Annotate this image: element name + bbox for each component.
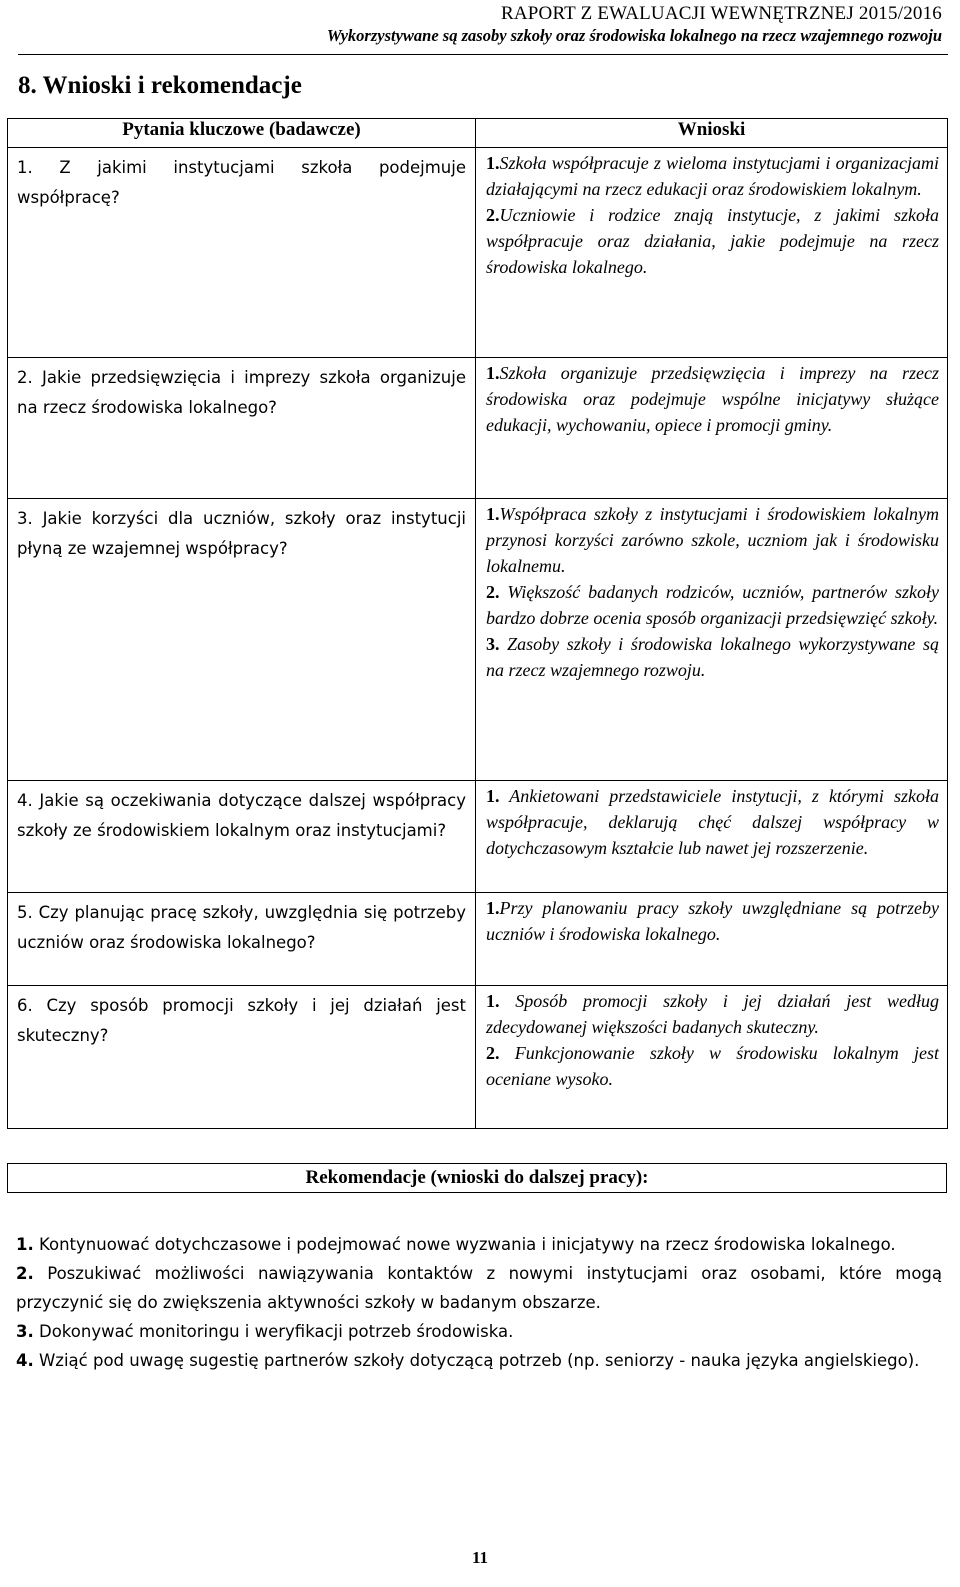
- table-row: [8, 148, 948, 358]
- recommendation-item: [16, 1346, 942, 1375]
- conclusion-item: [486, 631, 939, 683]
- conclusion-number: 1.: [486, 504, 500, 524]
- conclusion-number: 1.: [486, 898, 500, 918]
- conclusion-item: [486, 1040, 939, 1092]
- table-row: [8, 986, 948, 1129]
- table-row: [8, 358, 948, 499]
- recommendation-item: [16, 1259, 942, 1317]
- column-header-conclusions: Wnioski: [476, 119, 948, 148]
- table-row: [8, 781, 948, 893]
- question-text: 5. Czy planując pracę szkoły, uwzględnia się potrzeby uczniów oraz środowiska lokalnego?: [17, 903, 466, 952]
- question-text: 4. Jakie są oczekiwania dotyczące dalszej współpracy szkoły ze środowiskiem lokalnym oraz instytucjami?: [17, 791, 466, 840]
- conclusion-text: Współpraca szkoły z instytucjami i środowiskiem lokalnym przynosi korzyści zarówno szkole, uczniom jak i środowisku lokalnemu.: [486, 504, 939, 576]
- report-subtitle: Wykorzystywane są zasoby szkoły oraz środowiska lokalnego na rzecz wzajemnego rozwoju: [326, 26, 942, 45]
- conclusion-number: 1.: [486, 786, 500, 806]
- recommendations-list: [16, 1230, 942, 1375]
- conclusion-text: Zasoby szkoły i środowiska lokalnego wykorzystywane są na rzecz wzajemnego rozwoju.: [486, 634, 939, 680]
- conclusion-text: Funkcjonowanie szkoły w środowisku lokalnym jest oceniane wysoko.: [486, 1043, 939, 1089]
- question-cell: [8, 358, 476, 499]
- recommendation-item: [16, 1230, 942, 1259]
- conclusion-item: [486, 783, 939, 861]
- recommendation-number: 3.: [16, 1322, 34, 1341]
- question-cell: [8, 148, 476, 358]
- column-header-questions: Pytania kluczowe (badawcze): [8, 119, 476, 148]
- question-cell: [8, 893, 476, 986]
- conclusion-item: [486, 579, 939, 631]
- page-number: 11: [471, 1548, 489, 1567]
- table-header-row: [8, 119, 948, 148]
- table-row: [8, 893, 948, 986]
- recommendations-title: Rekomendacje (wnioski do dalszej pracy):: [7, 1163, 947, 1193]
- conclusion-cell: [476, 499, 948, 781]
- conclusion-number: 2.: [486, 1043, 500, 1063]
- conclusion-cell: [476, 781, 948, 893]
- conclusion-cell: [476, 358, 948, 499]
- question-text: 2. Jakie przedsięwzięcia i imprezy szkoła organizuje na rzecz środowiska lokalnego?: [17, 368, 466, 417]
- section-title: 8. Wnioski i rekomendacje: [18, 72, 302, 99]
- recommendation-text: Poszukiwać możliwości nawiązywania kontaktów z nowymi instytucjami oraz osobami, które mogą przyczynić się do zwiększenia aktywności szkoły w badanym obszarze.: [16, 1264, 942, 1312]
- question-text: 6. Czy sposób promocji szkoły i jej działań jest skuteczny?: [17, 996, 466, 1045]
- conclusion-number: 1.: [486, 363, 500, 383]
- recommendation-item: [16, 1317, 942, 1346]
- conclusion-number: 1.: [486, 991, 500, 1011]
- conclusion-number: 2.: [486, 205, 500, 225]
- recommendation-text: Kontynuować dotychczasowe i podejmować nowe wyzwania i inicjatywy na rzecz środowiska lokalnego.: [33, 1235, 896, 1254]
- recommendation-text: Dokonywać monitoringu i weryfikacji potrzeb środowiska.: [33, 1322, 514, 1341]
- conclusion-item: [486, 360, 939, 438]
- conclusion-number: 3.: [486, 634, 500, 654]
- conclusion-number: 1.: [486, 153, 500, 173]
- conclusion-text: Większość badanych rodziców, uczniów, partnerów szkoły bardzo dobrze ocenia sposób organizacji przedsięwzięć szkoły.: [486, 582, 939, 628]
- conclusion-text: Sposób promocji szkoły i jej działań jest według zdecydowanej większości badanych skuteczny.: [486, 991, 939, 1037]
- header-rule: [18, 54, 948, 55]
- conclusion-item: [486, 895, 939, 947]
- recommendation-number: 2.: [16, 1264, 34, 1283]
- conclusions-table: [7, 118, 948, 1129]
- conclusion-text: Przy planowaniu pracy szkoły uwzględniane są potrzeby uczniów i środowiska lokalnego.: [486, 898, 939, 944]
- question-cell: [8, 499, 476, 781]
- conclusion-text: Uczniowie i rodzice znają instytucje, z jakimi szkoła współpracuje oraz działania, jakie podejmuje na rzecz środowiska lokalnego.: [486, 205, 939, 277]
- recommendation-number: 1.: [16, 1235, 34, 1254]
- conclusion-cell: [476, 148, 948, 358]
- recommendation-number: 4.: [16, 1351, 34, 1370]
- conclusion-item: [486, 150, 939, 202]
- conclusion-item: [486, 988, 939, 1040]
- conclusion-number: 2.: [486, 582, 500, 602]
- table-row: [8, 499, 948, 781]
- report-title: RAPORT Z EWALUACJI WEWNĘTRZNEJ 2015/2016: [500, 3, 942, 24]
- conclusion-cell: [476, 986, 948, 1129]
- question-cell: [8, 781, 476, 893]
- conclusion-text: Ankietowani przedstawiciele instytucji, z którymi szkoła współpracuje, deklarują chęć dalszej współpracy w dotychczasowym kształcie lub nawet jej rozszerzenie.: [486, 786, 939, 858]
- question-text: 1. Z jakimi instytucjami szkoła podejmuje współpracę?: [17, 158, 466, 207]
- conclusion-item: [486, 501, 939, 579]
- recommendation-text: Wziąć pod uwagę sugestię partnerów szkoły dotyczącą potrzeb (np. seniorzy - nauka języka angielskiego).: [33, 1351, 920, 1370]
- question-cell: [8, 986, 476, 1129]
- conclusion-text: Szkoła organizuje przedsięwzięcia i imprezy na rzecz środowiska oraz podejmuje wspólne inicjatywy służące edukacji, wychowaniu, opiece i promocji gminy.: [486, 363, 939, 435]
- report-header: [327, 2, 942, 46]
- question-text: 3. Jakie korzyści dla uczniów, szkoły oraz instytucji płyną ze wzajemnej współpracy?: [17, 509, 466, 558]
- conclusion-text: Szkoła współpracuje z wieloma instytucjami i organizacjami działającymi na rzecz edukacji oraz środowiskiem lokalnym.: [486, 153, 939, 199]
- conclusion-item: [486, 202, 939, 280]
- conclusion-cell: [476, 893, 948, 986]
